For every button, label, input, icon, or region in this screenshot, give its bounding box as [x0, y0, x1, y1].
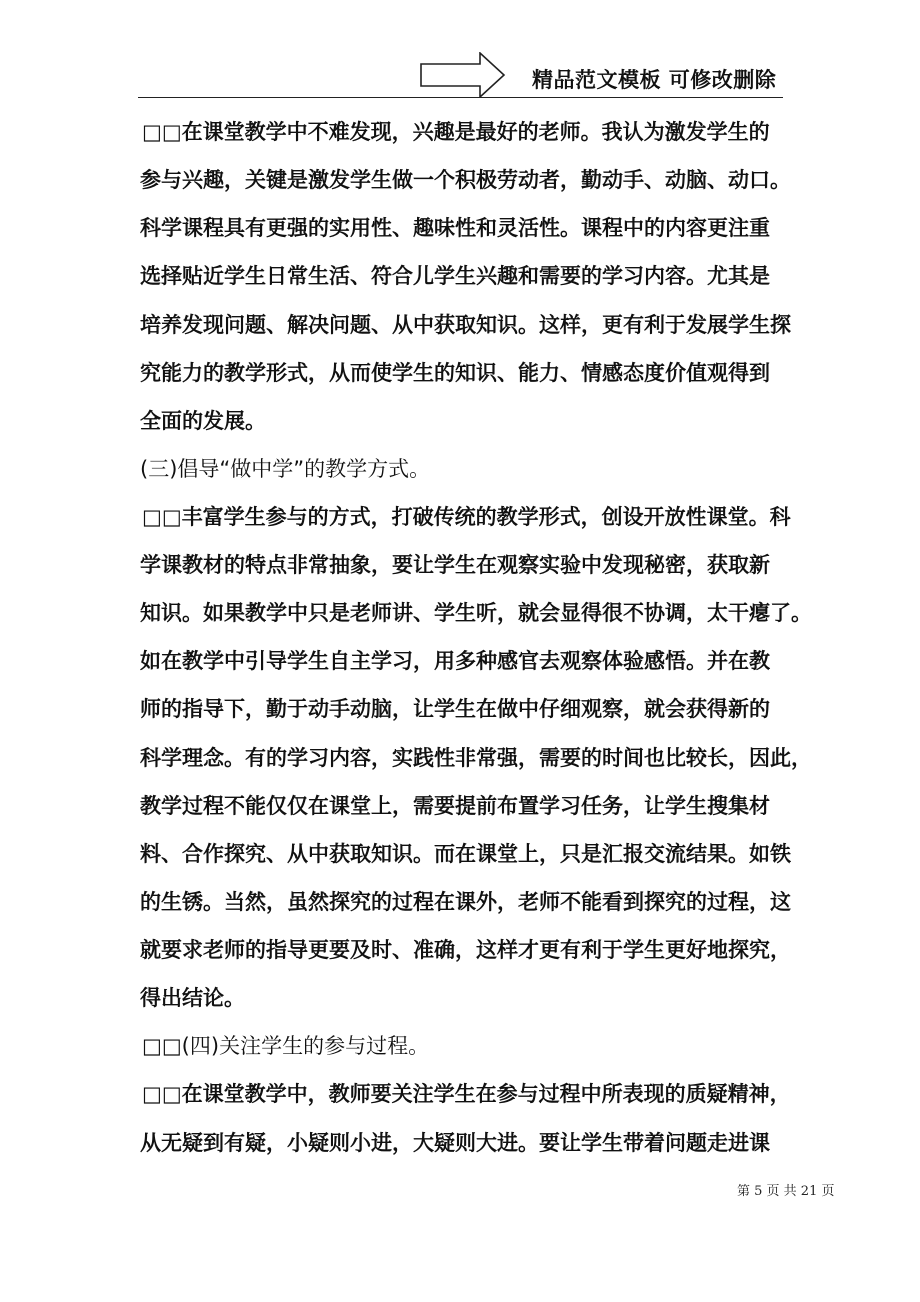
- text-line: 培养发现问题、解决问题、从中获取知识。这样，更有利于发展学生探: [140, 313, 791, 337]
- section-heading: □□(四)关注学生的参与过程。: [142, 1034, 430, 1058]
- text-line: 全面的发展。: [140, 409, 266, 433]
- text-line: 师的指导下，勤于动手动脑，让学生在做中仔细观察，就会获得新的: [140, 697, 770, 721]
- text-line: □□在课堂教学中，教师要关注学生在参与过程中所表现的质疑精神，: [142, 1082, 791, 1106]
- text-line: □□丰富学生参与的方式，打破传统的教学形式，创设开放性课堂。科: [142, 505, 791, 529]
- text-line: 的生锈。当然，虽然探究的过程在课外，老师不能看到探究的过程，这: [140, 890, 791, 914]
- text-line: □□在课堂教学中不难发现，兴趣是最好的老师。我认为激发学生的: [142, 120, 770, 144]
- text-line: 科学课程具有更强的实用性、趣味性和灵活性。课程中的内容更注重: [140, 216, 770, 240]
- text-line: 如在教学中引导学生自主学习，用多种感官去观察体验感悟。并在教: [140, 649, 770, 673]
- text-line: 学课教材的特点非常抽象，要让学生在观察实验中发现秘密，获取新: [140, 553, 770, 577]
- header-divider: [138, 97, 783, 98]
- header-title: 精品范文模板 可修改删除: [532, 68, 777, 92]
- text-line: 究能力的教学形式，从而使学生的知识、能力、情感态度价值观得到: [140, 361, 770, 385]
- section-heading: (三)倡导“做中学”的教学方式。: [140, 457, 431, 481]
- text-line: 选择贴近学生日常生活、符合儿学生兴趣和需要的学习内容。尤其是: [140, 264, 770, 288]
- arrow-icon: [420, 52, 506, 98]
- text-line: 科学理念。有的学习内容，实践性非常强，需要的时间也比较长，因此，: [140, 746, 812, 770]
- text-line: 料、合作探究、从中获取知识。而在课堂上，只是汇报交流结果。如铁: [140, 842, 791, 866]
- text-line: 教学过程不能仅仅在课堂上，需要提前布置学习任务，让学生搜集材: [140, 794, 770, 818]
- text-line: 得出结论。: [140, 986, 245, 1010]
- text-line: 参与兴趣，关键是激发学生做一个积极劳动者，勤动手、动脑、动口。: [140, 168, 791, 192]
- page-number: 第 5 页 共 21 页: [737, 1184, 835, 1199]
- text-line: 就要求老师的指导更要及时、准确，这样才更有利于学生更好地探究，: [140, 938, 791, 962]
- text-line: 从无疑到有疑，小疑则小进，大疑则大进。要让学生带着问题走进课: [140, 1131, 770, 1155]
- text-line: 知识。如果教学中只是老师讲、学生听，就会显得很不协调，太干瘪了。: [140, 601, 812, 625]
